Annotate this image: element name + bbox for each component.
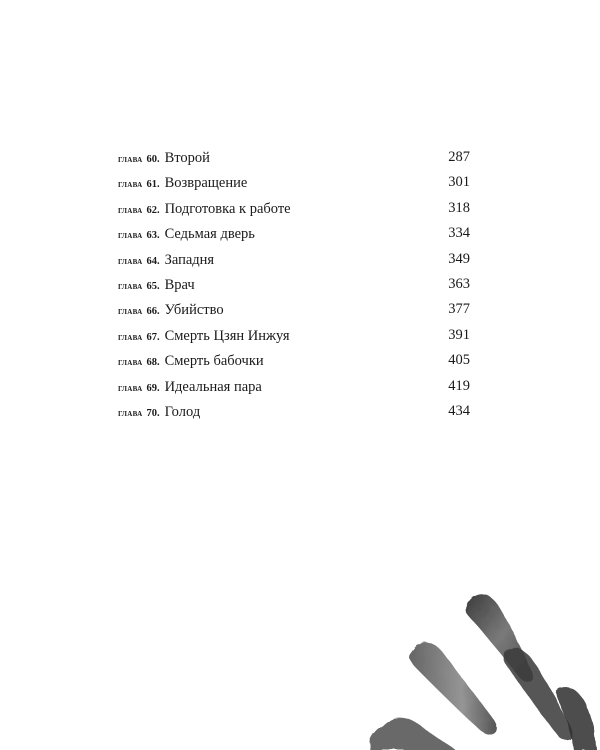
table-of-contents — [118, 145, 470, 424]
chapter-number: 67. — [146, 331, 160, 343]
chapter-number: 66. — [146, 306, 160, 318]
chapter-title: Подготовка к работе — [164, 200, 291, 217]
toc-entry — [118, 196, 470, 221]
chapter-label: глава — [118, 230, 143, 242]
chapter-page-number: 301 — [448, 174, 470, 191]
chapter-title: Идеальная пара — [164, 378, 262, 395]
chapter-label: глава — [118, 255, 143, 267]
chapter-number: 70. — [146, 407, 160, 419]
chapter-page-number: 391 — [448, 326, 470, 343]
chapter-label: глава — [118, 382, 143, 394]
toc-entry — [118, 348, 470, 373]
toc-entry — [118, 399, 470, 424]
chapter-title: Седьмая дверь — [164, 226, 255, 243]
toc-entry — [118, 145, 470, 170]
chapter-number: 63. — [146, 230, 160, 242]
chapter-title: Смерть Цзян Инжуя — [164, 327, 290, 344]
chapter-title: Врач — [164, 276, 195, 293]
chapter-page-number: 419 — [448, 377, 470, 394]
chapter-title: Второй — [164, 150, 210, 166]
chapter-page-number: 405 — [448, 352, 470, 369]
chapter-title: Голод — [164, 403, 201, 420]
chapter-page-number: 349 — [448, 250, 470, 267]
chapter-number: 61. — [146, 179, 160, 191]
chapter-page-number: 287 — [448, 149, 470, 165]
chapter-title: Западня — [164, 251, 215, 268]
chapter-number: 68. — [146, 357, 160, 369]
toc-entry — [118, 374, 470, 399]
chapter-label: глава — [118, 306, 143, 318]
toc-entry — [118, 170, 470, 195]
chapter-title: Возвращение — [164, 175, 248, 192]
toc-entry — [118, 272, 470, 297]
chapter-number: 60. — [146, 154, 160, 165]
ink-brush-strokes-icon — [360, 580, 600, 750]
toc-entry — [118, 221, 470, 246]
chapter-page-number: 318 — [448, 199, 470, 216]
toc-entry — [118, 297, 470, 322]
chapter-page-number: 434 — [448, 402, 470, 419]
chapter-page-number: 377 — [448, 301, 470, 318]
toc-entry — [118, 247, 470, 272]
chapter-number: 64. — [146, 255, 160, 267]
chapter-label: глава — [118, 154, 143, 165]
chapter-page-number: 334 — [448, 225, 470, 242]
chapter-label: глава — [118, 179, 143, 191]
chapter-label: глава — [118, 331, 143, 343]
chapter-number: 69. — [146, 382, 160, 394]
chapter-label: глава — [118, 407, 143, 419]
chapter-title: Смерть бабочки — [164, 353, 264, 370]
chapter-number: 62. — [146, 204, 160, 216]
toc-entry — [118, 323, 470, 348]
chapter-label: глава — [118, 357, 143, 369]
chapter-title: Убийство — [164, 302, 224, 319]
chapter-label: глава — [118, 280, 143, 292]
chapter-number: 65. — [146, 280, 160, 292]
chapter-page-number: 363 — [448, 275, 470, 292]
chapter-label: глава — [118, 204, 143, 216]
